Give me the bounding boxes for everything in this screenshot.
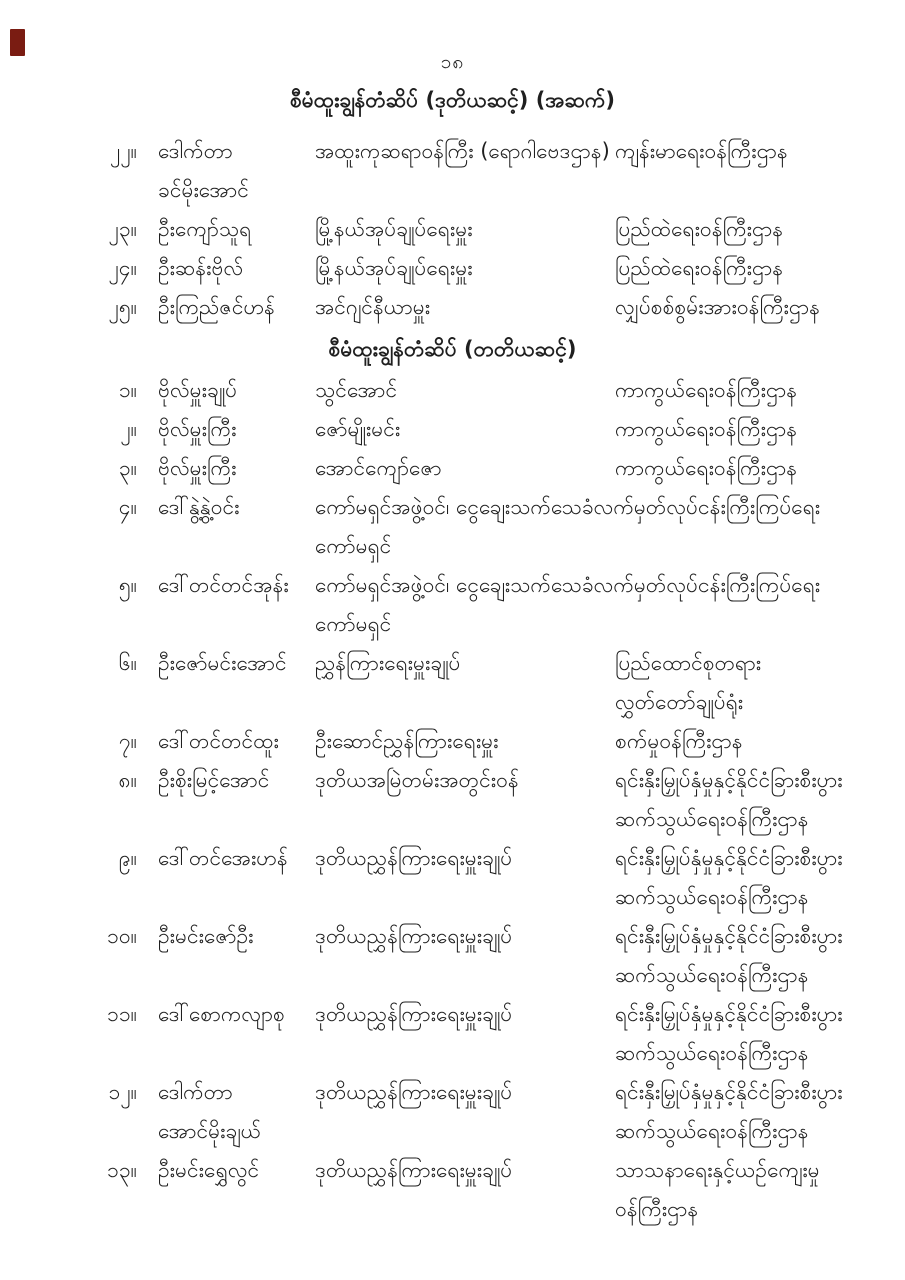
- row-number-cell-line: ၅။: [118, 573, 137, 597]
- ministry-cell: [615, 761, 905, 839]
- position-cell: [315, 566, 821, 644]
- row-number-cell-line: ၈။: [118, 768, 137, 792]
- name-cell: [137, 449, 315, 488]
- name-cell-line: ဦးကျော်သူရ: [158, 217, 252, 241]
- position-cell-line: အောင်ကျော်ဇော: [315, 456, 442, 480]
- name-cell-line: ဒေါ်စောကလျာစု: [158, 1002, 285, 1026]
- name-cell-line: ဦးဆန်းဗိုလ်: [158, 256, 244, 280]
- position-cell: [315, 132, 615, 171]
- section-title: စီမံထူးချွန်တံဆိပ် (ဒုတိယဆင့်) (အဆက်): [289, 88, 616, 112]
- ministry-cell: [615, 722, 905, 761]
- name-cell: [137, 995, 315, 1034]
- position-cell: [315, 722, 615, 761]
- row-number-cell-line: ၁၃။: [107, 1158, 137, 1182]
- table-row: [0, 761, 905, 839]
- row-number-cell: [0, 1073, 137, 1112]
- name-cell-line: ဦးစိုးမြင့်အောင်: [158, 768, 270, 792]
- position-cell: [315, 410, 615, 449]
- section-title: စီမံထူးချွန်တံဆိပ် (တတိယဆင့်): [328, 337, 577, 361]
- ministry-cell-line: ရင်းနှီးမြှုပ်နှံမှုနှင့်နိုင်ငံခြားစီးပွား: [615, 846, 843, 870]
- row-number-cell: [0, 449, 137, 488]
- name-cell: [137, 917, 315, 956]
- ministry-cell: [615, 917, 905, 995]
- name-cell-line: ဒေါက်တာ: [158, 1080, 233, 1104]
- row-number-cell-line: ၁။: [118, 378, 137, 402]
- ministry-cell-line: ပြည်ထောင်စုတရား: [615, 651, 762, 675]
- table-row: [0, 566, 905, 644]
- position-cell: [315, 249, 615, 288]
- row-number-cell-line: ၂၅။: [108, 295, 137, 319]
- position-cell-line: ဒုတိယညွှန်ကြားရေးမှူးချုပ်: [315, 1002, 513, 1026]
- table-row: [0, 839, 905, 917]
- position-cell: [315, 449, 615, 488]
- ministry-cell-line: ကာကွယ်ရေးဝန်ကြီးဌာန: [615, 456, 798, 480]
- position-cell-line: ဒုတိယညွှန်ကြားရေးမှူးချုပ်: [315, 846, 513, 870]
- position-cell-line: ဇော်မျိုးမင်း: [315, 417, 401, 441]
- ministry-cell-line: ရင်းနှီးမြှုပ်နှံမှုနှင့်နိုင်ငံခြားစီးပွား: [615, 1002, 843, 1026]
- row-number-cell-line: ၁၁။: [107, 1002, 137, 1026]
- name-cell: [137, 839, 315, 878]
- row-number-cell: [0, 995, 137, 1034]
- ministry-cell-line: ပြည်ထဲရေးဝန်ကြီးဌာန: [615, 256, 784, 280]
- row-number-cell-line: ၉။: [118, 846, 137, 870]
- position-cell-line: မြို့နယ်အုပ်ချုပ်ရေးမှူး: [315, 217, 473, 241]
- ministry-cell-line: ရင်းနှီးမြှုပ်နှံမှုနှင့်နိုင်ငံခြားစီးပွား: [615, 768, 843, 792]
- row-number-cell: [0, 839, 137, 878]
- name-cell-line: ဦးဇော်မင်းအောင်: [158, 651, 287, 675]
- ministry-cell-line: ဆက်သွယ်ရေးဝန်ကြီးဌာန: [615, 1119, 809, 1143]
- row-number-cell-line: ၇။: [118, 729, 137, 753]
- position-cell-line: ညွှန်ကြားရေးမှူးချုပ်: [315, 651, 461, 675]
- name-cell: [137, 249, 315, 288]
- position-cell: [315, 995, 615, 1034]
- row-number-cell-line: ၂၂။: [110, 139, 137, 163]
- table-row: [0, 995, 905, 1073]
- name-cell-line: ဦးမင်းဇော်ဦး: [158, 924, 254, 948]
- name-cell: [137, 210, 315, 249]
- row-number-cell: [0, 210, 137, 249]
- position-cell: [315, 488, 821, 566]
- row-number-cell-line: ၄။: [118, 495, 137, 519]
- ministry-cell-line: ပြည်ထဲရေးဝန်ကြီးဌာန: [615, 217, 784, 241]
- ministry-cell: [615, 644, 905, 722]
- ministry-cell: [615, 210, 905, 249]
- name-cell: [137, 761, 315, 800]
- row-number-cell: [0, 917, 137, 956]
- ministry-cell-line: လွှတ်တော်ချုပ်ရုံး: [615, 690, 744, 714]
- name-cell: [137, 1073, 315, 1151]
- ministry-cell-line: ဆက်သွယ်ရေးဝန်ကြီးဌာန: [615, 885, 809, 909]
- position-cell-line: ကော်မရှင်: [315, 612, 392, 636]
- ministry-cell-line: ကာကွယ်ရေးဝန်ကြီးဌာန: [615, 378, 798, 402]
- name-cell: [137, 288, 315, 327]
- name-cell-line: ဗိုလ်မှူးကြီး: [158, 417, 237, 441]
- ministry-cell-line: စက်မှုဝန်ကြီးဌာန: [615, 729, 743, 753]
- row-number-cell: [0, 488, 137, 527]
- table-row: [0, 644, 905, 722]
- name-cell: [137, 488, 315, 527]
- position-cell-line: ဦးဆောင်ညွှန်ကြားရေးမှူး: [315, 729, 499, 753]
- table-row: [0, 1151, 905, 1229]
- row-number-cell: [0, 371, 137, 410]
- position-cell: [315, 644, 615, 683]
- name-cell: [137, 644, 315, 683]
- ministry-cell: [615, 449, 905, 488]
- position-cell-line: သွင်အောင်: [315, 378, 398, 402]
- name-cell-line: ဒေါ်နွဲ့နွဲ့ဝင်း: [158, 495, 240, 519]
- position-cell: [315, 761, 615, 800]
- position-cell-line: မြို့နယ်အုပ်ချုပ်ရေးမှူး: [315, 256, 473, 280]
- ministry-cell: [615, 839, 905, 917]
- table-row: [0, 410, 905, 449]
- position-cell: [315, 371, 615, 410]
- position-cell-line: ဒုတိယညွှန်ကြားရေးမှူးချုပ်: [315, 924, 513, 948]
- name-cell-line: ဒေါ်တင်တင်ထူး: [158, 729, 279, 753]
- table-row: [0, 1073, 905, 1151]
- ministry-cell-line: သာသနာရေးနှင့်ယဉ်ကျေးမှု: [615, 1158, 820, 1182]
- row-number-cell-line: ၂။: [120, 417, 137, 441]
- name-cell-line: အောင်မိုးချယ်: [158, 1119, 261, 1143]
- table-row: [0, 132, 905, 210]
- position-cell: [315, 839, 615, 878]
- table-row: [0, 371, 905, 410]
- name-cell-line: ခင်မိုးအောင်: [158, 178, 249, 202]
- position-cell: [315, 917, 615, 956]
- position-cell: [315, 1151, 615, 1190]
- margin-stamp-mark: [10, 29, 25, 56]
- position-cell: [315, 288, 615, 327]
- name-cell-line: ဒေါ်တင်တင်အုန်း: [158, 573, 289, 597]
- row-number-cell-line: ၂၃။: [108, 217, 137, 241]
- name-cell: [137, 410, 315, 449]
- table-row: [0, 288, 905, 327]
- row-number-cell-line: ၂၄။: [108, 256, 137, 280]
- position-cell-line: ဒုတိယအမြဲတမ်းအတွင်းဝန်: [315, 768, 519, 792]
- name-cell-line: ဗိုလ်မှူးချုပ်: [158, 378, 238, 402]
- ministry-cell: [615, 1151, 905, 1229]
- row-number-cell: [0, 1151, 137, 1190]
- page-number: ၁၈: [440, 51, 465, 73]
- name-cell-line: ဒေါက်တာ: [158, 139, 233, 163]
- ministry-cell-line: လျှပ်စစ်စွမ်းအားဝန်ကြီးဌာန: [615, 295, 821, 319]
- row-number-cell: [0, 288, 137, 327]
- ministry-cell: [615, 410, 905, 449]
- ministry-cell-line: ရင်းနှီးမြှုပ်နှံမှုနှင့်နိုင်ငံခြားစီးပွား: [615, 1080, 843, 1104]
- ministry-cell-line: ရင်းနှီးမြှုပ်နှံမှုနှင့်နိုင်ငံခြားစီးပွား: [615, 924, 843, 948]
- row-number-cell: [0, 722, 137, 761]
- ministry-cell-line: ဆက်သွယ်ရေးဝန်ကြီးဌာန: [615, 963, 809, 987]
- name-cell: [137, 132, 315, 210]
- table-row: [0, 449, 905, 488]
- row-number-cell: [0, 761, 137, 800]
- ministry-cell: [615, 249, 905, 288]
- ministry-cell-line: ဆက်သွယ်ရေးဝန်ကြီးဌာန: [615, 807, 809, 831]
- position-cell-line: အင်ဂျင်နီယာမှူး: [315, 295, 431, 319]
- position-cell-line: ဒုတိယညွှန်ကြားရေးမှူးချုပ်: [315, 1158, 513, 1182]
- name-cell-line: ဒေါ်တင်အေးဟန်: [158, 846, 288, 870]
- ministry-cell: [615, 288, 905, 327]
- position-cell-line: ကော်မရှင်အဖွဲ့ဝင်၊ ငွေချေးသက်သေခံလက်မှတ်လုပ်ငန်းကြီးကြပ်ရေး: [315, 573, 821, 597]
- name-cell-line: ဦးမင်းရွှေလွင်: [158, 1158, 260, 1182]
- row-number-cell: [0, 410, 137, 449]
- row-number-cell-line: ၃။: [118, 456, 137, 480]
- ministry-cell: [615, 1073, 905, 1151]
- ministry-cell-line: ကျန်းမာရေးဝန်ကြီးဌာန: [615, 139, 788, 163]
- position-cell: [315, 210, 615, 249]
- table-row: [0, 210, 905, 249]
- row-number-cell-line: ၆။: [118, 651, 137, 675]
- name-cell: [137, 371, 315, 410]
- row-number-cell: [0, 566, 137, 605]
- ministry-cell-line: ဝန်ကြီးဌာန: [615, 1197, 699, 1221]
- ministry-cell: [615, 371, 905, 410]
- ministry-cell: [615, 995, 905, 1073]
- table-row: [0, 722, 905, 761]
- row-number-cell-line: ၁၂။: [108, 1080, 137, 1104]
- ministry-cell: [615, 132, 905, 171]
- position-cell-line: ကော်မရှင်: [315, 534, 392, 558]
- row-number-cell: [0, 644, 137, 683]
- name-cell-line: ဦးကြည်ဇင်ဟန်: [158, 295, 275, 319]
- table-row: [0, 249, 905, 288]
- name-cell: [137, 566, 315, 605]
- row-number-cell: [0, 132, 137, 171]
- ministry-cell-line: ကာကွယ်ရေးဝန်ကြီးဌာန: [615, 417, 798, 441]
- row-number-cell-line: ၁၀။: [107, 924, 137, 948]
- position-cell-line: အထူးကုဆရာဝန်ကြီး (ရောဂါဗေဒဌာန): [315, 139, 610, 163]
- name-cell: [137, 722, 315, 761]
- table-row: [0, 488, 905, 566]
- name-cell: [137, 1151, 315, 1190]
- row-number-cell: [0, 249, 137, 288]
- sections-container: [0, 80, 905, 1229]
- position-cell-line: ကော်မရှင်အဖွဲ့ဝင်၊ ငွေချေးသက်သေခံလက်မှတ်လုပ်ငန်းကြီးကြပ်ရေး: [315, 495, 821, 519]
- ministry-cell-line: ဆက်သွယ်ရေးဝန်ကြီးဌာန: [615, 1041, 809, 1065]
- position-cell: [315, 1073, 615, 1112]
- position-cell-line: ဒုတိယညွှန်ကြားရေးမှူးချုပ်: [315, 1080, 513, 1104]
- table-row: [0, 917, 905, 995]
- name-cell-line: ဗိုလ်မှူးကြီး: [158, 456, 237, 480]
